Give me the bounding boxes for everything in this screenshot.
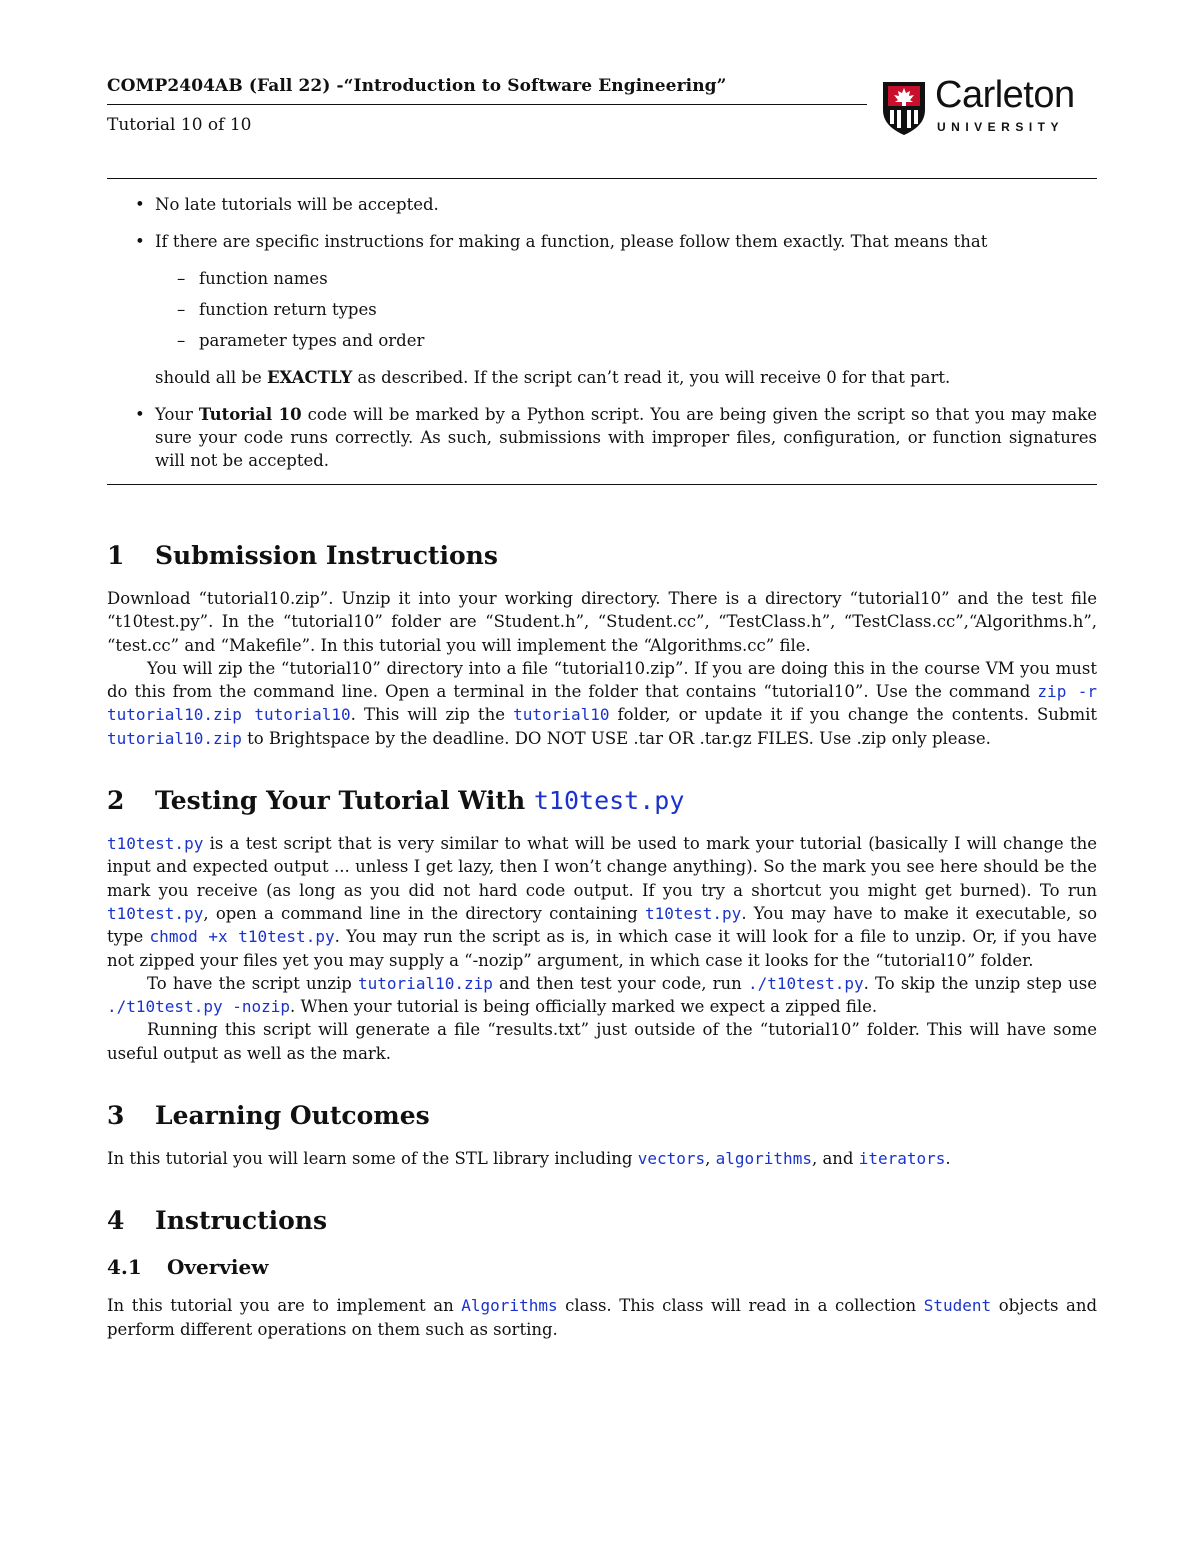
sub-item: – function return types — [107, 298, 1097, 321]
note-marking: • Your Tutorial 10 code will be marked by a Python script. You are being given the script so that you may make sure your code runs correctly. As such, submissions with improper files, configuration, or function signatures will not be accepted. — [107, 403, 1097, 472]
carleton-logo — [877, 74, 1107, 136]
paragraph: In this tutorial you will learn some of the STL library including vectors, algorithms, and iterators. — [107, 1149, 951, 1169]
section-heading: 3 Learning Outcomes — [107, 1101, 430, 1131]
notes-bottom-rule — [107, 484, 1097, 485]
code-link: tutorial10.zip — [358, 973, 493, 993]
notes-box — [107, 179, 1097, 484]
section-4-body — [107, 1294, 1097, 1341]
header-rule — [107, 104, 867, 105]
code-link: chmod +x t10test.py — [149, 927, 335, 947]
code-link: algorithms — [715, 1149, 812, 1169]
code-link: t10test.py — [107, 903, 204, 923]
note-exactly: should all be EXACTLY as described. If the script can’t read it, you will receive 0 for that part. — [155, 368, 951, 387]
section-3-body — [107, 1147, 1097, 1170]
subsection-heading: 4.1 Overview — [107, 1255, 269, 1280]
code-link: Algorithms — [461, 1296, 558, 1316]
code-link: zip -r tutorial10.zip tutorial10 — [107, 682, 1098, 725]
section-heading: 2 Testing Your Tutorial With t10test.py — [107, 786, 685, 816]
tutorial-number: Tutorial 10 of 10 — [107, 115, 252, 135]
sub-item: – function names — [107, 267, 1097, 290]
code-link: tutorial10.zip — [107, 728, 242, 748]
code-link: t10test.py — [107, 834, 204, 854]
code-link: ./t10test.py — [748, 973, 864, 993]
section-1-body — [107, 587, 1097, 750]
document-page — [107, 70, 1097, 1341]
paragraph: In this tutorial you are to implement an Algorithms class. This class will read in a collection Student objects and perform different operations on them such as sorting. — [107, 1296, 1098, 1339]
note-late: • No late tutorials will be accepted. — [107, 193, 1097, 216]
paragraph: t10test.py is a test script that is very similar to what will be used to mark your tutorial (basically I will change the input and expected output ... unless I get lazy, then I won’t change anything). So the mark you see here should be the mark you receive (as long as you did not hard code output. If you try a shortcut you might get burned). To run t10test.py, open a command line in the directory containing t10test.py. You may have to make it executable, so type chmod +x t10test.py. You may run the script as is, in which case it will look for a file to unzip. Or, if you have not zipped your files yet you may supply a “-nozip” argument, in which case it looks for the “tutorial10” folder. — [107, 834, 1097, 970]
paragraph: Download “tutorial10.zip”. Unzip it into your working directory. There is a directory “tutorial10” and the test file “t10test.py”. In the “tutorial10” folder are “Student.h”, “Student.cc”, “TestClass.h”, “TestClass.cc”,“Algorithms.h”, “test.cc” and “Makefile”. In this tutorial you will implement the “Algorithms.cc” file. — [107, 589, 1097, 655]
code-link: vectors — [637, 1149, 706, 1169]
logo-university: UNIVERSITY — [937, 120, 1065, 134]
code-link: tutorial10 — [513, 705, 610, 725]
course-title: COMP2404AB (Fall 22) -“Introduction to Software Engineering” — [107, 76, 727, 96]
section-heading: 4 Instructions — [107, 1206, 328, 1236]
section-heading: 1 Submission Instructions — [107, 541, 498, 570]
logo-wordmark: Carleton — [935, 74, 1075, 116]
paragraph: Running this script will generate a file “results.txt” just outside of the “tutorial10” folder. This will have some useful output as well as the mark. — [107, 1020, 1097, 1063]
carleton-shield-icon — [879, 80, 929, 136]
section-2-body — [107, 832, 1097, 1065]
page-header — [107, 70, 1097, 170]
paragraph: To have the script unzip tutorial10.zip and then test your code, run ./t10test.py. To skip the unzip step use ./t10test.py -nozip. When your tutorial is being officially marked we expect a zipped file. — [107, 973, 1097, 1017]
code-link: iterators — [858, 1149, 946, 1169]
code-link: ./t10test.py -nozip — [107, 997, 291, 1017]
paragraph: You will zip the “tutorial10” directory into a file “tutorial10.zip”. If you are doing this in the course VM you must do this from the command line. Open a terminal in the folder that contains “tutorial10”. Use the command zip -r tutorial10.zip tutorial10. This will zip the tutorial10 folder, or update it if you change the contents. Submit tutorial10.zip to Brightspace by the deadline. DO NOT USE .tar OR .tar.gz FILES. Use .zip only please. — [107, 658, 1098, 748]
sub-item: – parameter types and order — [107, 329, 1097, 352]
note-instructions: • If there are specific instructions for making a function, please follow them exactly. That means that — [107, 230, 1097, 253]
code-link: Student — [923, 1296, 992, 1316]
code-link: t10test.py — [644, 903, 742, 923]
